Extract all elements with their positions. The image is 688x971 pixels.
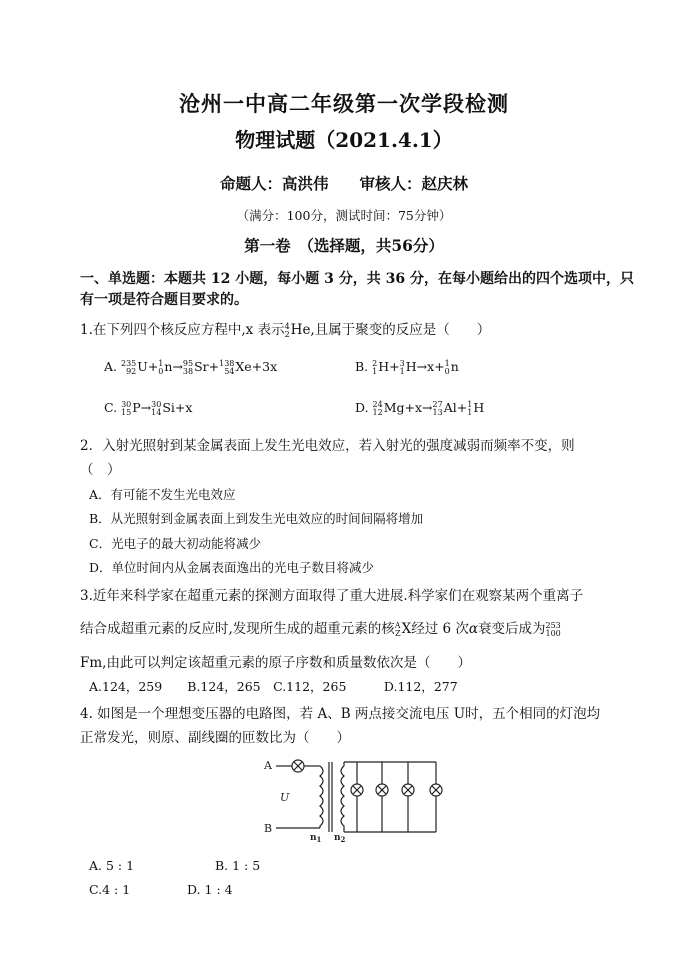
q1-option-d-label: D. [355, 400, 369, 415]
section-instruction-line1: 一、单选题：本题共 12 小题，每小题 3 分，共 36 分，在每小题给出的四个选项中，只 [80, 271, 634, 287]
q1-option-c: C. 30 15 P→ 30 14 Si+x [104, 399, 193, 417]
q1-option-b: B. 2 1 H+ 3 1 H→x+ 1 0 n [355, 358, 459, 376]
q1-stem [80, 318, 490, 339]
q2-stem-line2: （ ） [80, 462, 121, 478]
volume-title: 第一卷 （选择题，共56分） [244, 236, 444, 255]
q4-stem-line2: 正常发光，则原、副线圈的匝数比为（ ） [80, 730, 350, 746]
terminal-a-label: A [264, 759, 272, 772]
x-nuclide: A Z [394, 620, 401, 638]
q3-stem2-text-a: 结合成超重元素的反应时,发现所生成的超重元素的核 [80, 621, 395, 637]
q3-stem-line1: 3.近年来科学家在超重元素的探测方面取得了重大进展.科学家们在观察某两个重离子 [80, 588, 584, 604]
secondary-coil-icon [341, 766, 344, 828]
q1-stem-text-a: 1.在下列四个核反应方程中,x 表示 [80, 322, 285, 338]
q3-stem2-text-c: 衰变后成为 [478, 621, 546, 637]
q4-option-a: A. 5 : 1 [89, 858, 135, 873]
section-instruction-line2: 有一项是符合题目要求的。 [80, 292, 248, 308]
q3-stem-line2 [80, 617, 562, 638]
q2-stem-line1: 2．入射光照射到某金属表面上发生光电效应，若入射光的强度减弱而频率不变，则 [80, 438, 575, 454]
terminal-b-label: B [264, 822, 273, 835]
subject-title: 物理试题（2021.4.1） [235, 128, 453, 152]
q4-stem-line1: 4. 如图是一个理想变压器的电路图，若 A、B 两点接交流电压 U时，五个相同的灯泡均 [80, 706, 601, 722]
score-info: （满分：100分，测试时间：75分钟） [236, 208, 452, 223]
school-title: 沧州一中高二年级第一次学段检测 [179, 91, 509, 116]
q1-option-a: A. 235 92 U+ 1 0 n→ 95 38 Sr+ 138 54 Xe+3x [104, 358, 278, 376]
q1-option-b-label: B. [355, 359, 369, 374]
q3-options: A.124，259 B.124，265 C.112，265 D.112，277 [89, 679, 458, 694]
q4-option-b: B. 1 : 5 [215, 858, 261, 873]
n1-label: $n_1$ [310, 833, 322, 842]
primary-coil-icon [320, 766, 323, 828]
q4-option-d: D. 1 : 4 [187, 882, 233, 897]
q4-option-c: C.4 : 1 [89, 882, 131, 897]
alpha-symbol: α [468, 621, 478, 637]
n2-label: $n_2$ [334, 833, 346, 842]
q1-option-c-label: C. [104, 400, 118, 415]
transformer-circuit-diagram [258, 752, 448, 842]
helium-nuclide: 4 2 [284, 321, 290, 339]
fm-nuclide: 253 100 [545, 620, 561, 638]
authors-line: 命题人：高洪伟 审核人：赵庆林 [219, 174, 468, 193]
q1-option-a-label: A. [104, 359, 118, 374]
q2-option-a: A．有可能不发生光电效应 [89, 487, 236, 502]
q3-stem-line3: Fm,由此可以判定该超重元素的原子序数和质量数依次是（ ） [80, 655, 471, 671]
secondary-lamp-branches [351, 762, 442, 832]
q2-option-c: C．光电子的最大初动能将减少 [89, 536, 262, 551]
q3-stem2-text-b: X经过 6 次 [401, 621, 469, 637]
q1-stem-text-b: He,且属于聚变的反应是（ ） [290, 322, 491, 338]
q2-option-d: D．单位时间内从金属表面逸出的光电子数目将减少 [89, 560, 375, 575]
voltage-u-label: U [280, 791, 290, 804]
q2-option-b: B．从光照射到金属表面上到发生光电效应的时间间隔将增加 [89, 511, 424, 526]
q1-option-d: D. 24 12 Mg+x→ 27 13 Al+ 1 1 H [355, 399, 485, 417]
